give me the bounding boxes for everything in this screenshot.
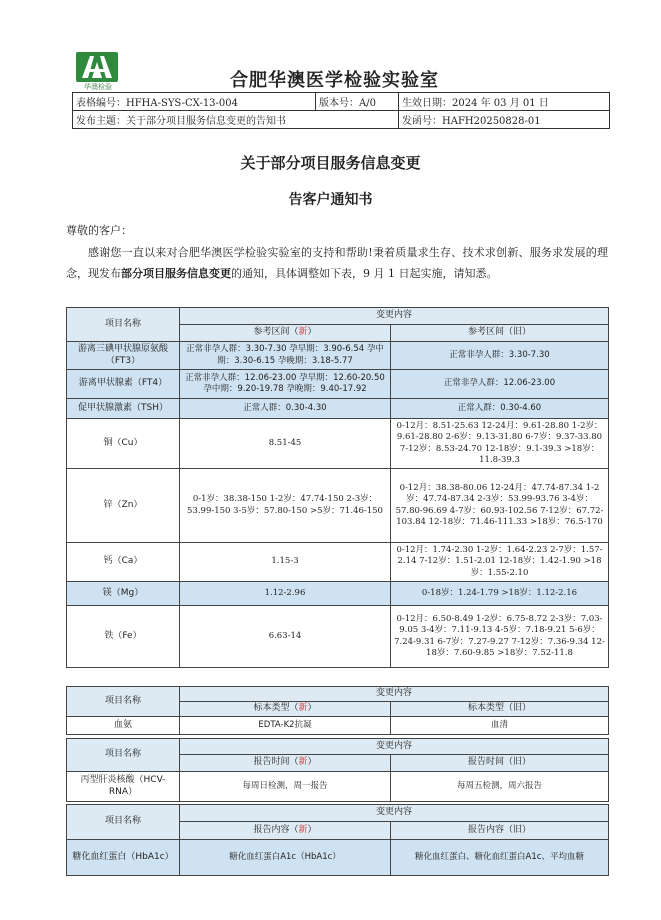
old-range: 正常非孕人群：12.06-23.00 — [391, 370, 609, 399]
item-name: 游离甲状腺素（FT4） — [67, 370, 180, 399]
table-row — [67, 840, 609, 876]
table-row — [67, 419, 609, 469]
item-name: 镁（Mg） — [67, 582, 180, 606]
report-content-table — [66, 804, 609, 876]
new-range: 0-1岁：38.38-150 1-2岁：47.74-150 2-3岁：53.99-150 3-5岁：57.80-150 >5岁：71.46-150 — [180, 469, 391, 543]
col-old-specimen: 标本类型（旧） — [391, 702, 609, 717]
table-row — [67, 370, 609, 399]
intro-paragraph — [66, 242, 608, 284]
intro-text-1: 感谢您一直以来对合肥华澳医学检验实验室的支持和帮助!秉着质量求生存、技术求创新、服务求发展的理念，现发布 — [66, 246, 608, 280]
old-report-time: 每周五检测，周六报告 — [391, 772, 609, 802]
col-new-range — [180, 325, 391, 342]
intro-text-2: 的通知，具体调整如下表，9 月 1 日起实施，请知悉。 — [231, 267, 498, 280]
col-new-specimen — [180, 702, 391, 717]
new-range: 8.51-45 — [180, 419, 391, 469]
item-name: 促甲状腺激素（TSH） — [67, 399, 180, 419]
old-range: 正常人群：0.30-4.60 — [391, 399, 609, 419]
new-range: 正常非孕人群：12.06-23.00 孕早期：12.60-20.50 孕中期：9.20-19.78 孕晚期：9.40-17.92 — [180, 370, 391, 399]
col-item-name: 项目名称 — [67, 308, 180, 342]
old-report-content: 糖化血红蛋白、糖化血红蛋白A1c、平均血糖 — [391, 840, 609, 876]
old-range: 0-12月：8.51-25.63 12-24月：9.61-28.80 1-2岁：9.61-28.80 2-6岁：9.13-31.80 6-7岁：9.37-33.80 7-12岁：8.53-24.70 12-18岁：9.1-39.3 >18岁：11.8-39.3 — [391, 419, 609, 469]
old-range: 0-12月：6.50-8.49 1-2岁：6.75-8.72 2-3岁：7.03-9.05 3-4岁：7.11-9.13 4-5岁：7.18-9.21 5-6岁：7.24-9.31 6-7岁：7.27-9.27 7-12岁：7.36-9.34 12-18岁：7.60-9.85 >18岁：7.52-11.8 — [391, 606, 609, 668]
intro-bold: 部分项目服务信息变更 — [121, 267, 231, 280]
col-new-suffix: ） — [307, 757, 317, 768]
col-new-prefix: 报告时间（ — [253, 757, 299, 768]
new-range: 正常非孕人群：3.30-7.30 孕早期：3.90-6.54 孕中期：3.30-6.15 孕晚期：3.18-5.77 — [180, 342, 391, 370]
effective-date: 生效日期：2024 年 03 月 01 日 — [399, 93, 610, 111]
new-mark: 新 — [298, 757, 308, 768]
col-item-name: 项目名称 — [67, 739, 180, 772]
col-change-content: 变更内容 — [180, 687, 609, 702]
col-item-name: 项目名称 — [67, 805, 180, 840]
col-old-report-time: 报告时间（旧） — [391, 755, 609, 772]
new-range: 1.15-3 — [180, 543, 391, 582]
col-item-name: 项目名称 — [67, 687, 180, 717]
item-name: 糖化血红蛋白（HbA1c） — [67, 840, 180, 876]
col-new-suffix: ） — [307, 824, 317, 835]
old-range: 正常非孕人群：3.30-7.30 — [391, 342, 609, 370]
specimen-type-table — [66, 686, 609, 735]
logo-caption: 华澳检验 — [84, 83, 112, 91]
lab-name: 合肥华澳医学检验实验室 — [230, 70, 439, 91]
greeting: 尊敬的客户： — [66, 224, 132, 237]
col-new-prefix: 标本类型（ — [253, 703, 299, 714]
table-row — [67, 342, 609, 370]
new-range: 1.12-2.96 — [180, 582, 391, 606]
new-range: 6.63-14 — [180, 606, 391, 668]
new-report-content: 糖化血红蛋白A1c（HbA1c） — [180, 840, 391, 876]
col-change-content: 变更内容 — [180, 805, 609, 822]
old-specimen: 血清 — [391, 717, 609, 735]
table-row — [67, 543, 609, 582]
doc-number: 发函号：HAFH20250828-01 — [399, 111, 610, 129]
col-change-content: 变更内容 — [180, 308, 609, 325]
new-mark: 新 — [298, 824, 308, 835]
item-name: 游离三碘甲状腺原氨酸（FT3） — [67, 342, 180, 370]
col-new-report-time — [180, 755, 391, 772]
item-name: 丙型肝炎核酸（HCV-RNA） — [67, 772, 180, 802]
col-new-report-content — [180, 822, 391, 840]
table-row — [67, 606, 609, 668]
col-old-range: 参考区间（旧） — [391, 325, 609, 342]
item-name: 钙（Ca） — [67, 543, 180, 582]
item-name: 铁（Fe） — [67, 606, 180, 668]
col-new-suffix: ） — [307, 703, 317, 714]
page-title: 关于部分项目服务信息变更 — [240, 154, 421, 172]
report-time-table — [66, 738, 609, 802]
page-subtitle: 告客户通知书 — [288, 192, 373, 208]
old-range: 0-12月：38.38-80.06 12-24月：47.74-87.34 1-2岁：47.74-87.34 2-3岁：53.99-93.76 3-4岁：57.80-96.69 4-7岁：60.93-102.56 7-12岁：67.72-103.84 12-18岁：71.46-111.33 >18岁：76.5-170 — [391, 469, 609, 543]
item-name: 血氨 — [67, 717, 180, 735]
col-new-suffix: ） — [307, 327, 317, 338]
table-row — [67, 469, 609, 543]
reference-range-table — [66, 307, 609, 668]
new-specimen: EDTA-K2抗凝 — [180, 717, 391, 735]
new-mark: 新 — [298, 327, 308, 338]
table-row — [67, 582, 609, 606]
table-row — [67, 772, 609, 802]
col-new-prefix: 参考区间（ — [253, 327, 299, 338]
new-report-time: 每周日检测，周一报告 — [180, 772, 391, 802]
document-meta-table — [72, 92, 610, 129]
version-number: 版本号：A/0 — [316, 93, 399, 111]
col-new-prefix: 报告内容（ — [253, 824, 299, 835]
form-number: 表格编号：HFHA-SYS-CX-13-004 — [73, 93, 316, 111]
table-row — [67, 717, 609, 735]
table-row — [67, 399, 609, 419]
new-mark: 新 — [298, 703, 308, 714]
item-name: 锌（Zn） — [67, 469, 180, 543]
lab-logo-icon — [76, 52, 118, 82]
old-range: 0-12月：1.74-2.30 1-2岁：1.64-2.23 2-7岁：1.57-2.14 7-12岁：1.51-2.01 12-18岁：1.42-1.90 >18岁：1.55-2.10 — [391, 543, 609, 582]
item-name: 铜（Cu） — [67, 419, 180, 469]
subject-line: 发布主题：关于部分项目服务信息变更的告知书 — [73, 111, 399, 129]
new-range: 正常人群：0.30-4.30 — [180, 399, 391, 419]
old-range: 0-18岁：1.24-1.79 >18岁：1.12-2.16 — [391, 582, 609, 606]
col-old-report-content: 报告内容（旧） — [391, 822, 609, 840]
col-change-content: 变更内容 — [180, 739, 609, 755]
